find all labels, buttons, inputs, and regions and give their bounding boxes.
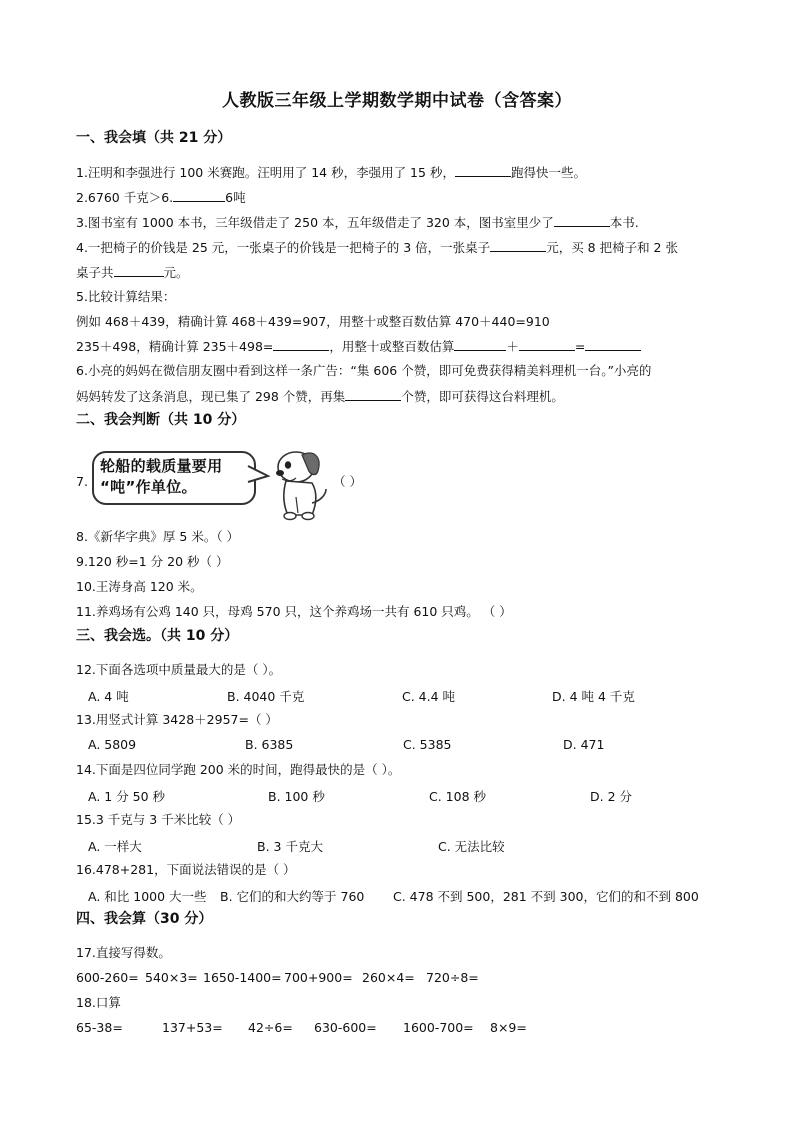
question-9: 9.120 秒=1 分 20 秒（ ） [76, 554, 229, 569]
equals-sign: = [574, 339, 586, 354]
question-6-text: 妈妈转发了这条消息，现已集了 298 个赞，再集 [76, 389, 346, 404]
question-4-text2: 桌子共 [76, 265, 114, 280]
question-13: 13.用竖式计算 3428＋2957=（ ） [76, 712, 278, 727]
section-heading-calc: 四、我会算（30 分） [76, 911, 213, 927]
question-1 [76, 164, 586, 181]
question-3 [76, 214, 639, 231]
question-11: 11.养鸡场有公鸡 140 只，母鸡 570 只，这个养鸡场一共有 610 只鸡。 （ ） [76, 604, 512, 619]
option-c[interactable]: C. 无法比较 [438, 839, 505, 854]
question-7-paren[interactable]: （ ） [333, 474, 362, 489]
question-5-mid: ，用整十或整百数估算 [329, 339, 455, 354]
question-10: 10.王涛身高 120 米。 [76, 579, 203, 594]
bubble-line-1: 轮船的载质量要用 [100, 457, 223, 475]
calc-item: 600-260= [76, 970, 139, 985]
calc-item: 720÷8= [426, 970, 479, 985]
question-5-text: 235＋498，精确计算 235＋498= [76, 339, 274, 354]
option-c[interactable]: C. 108 秒 [429, 789, 487, 804]
question-14: 14.下面是四位同学跑 200 米的时间，跑得最快的是（ ）。 [76, 762, 401, 777]
answer-blank[interactable] [585, 338, 641, 351]
question-4 [76, 239, 678, 256]
answer-blank[interactable] [554, 214, 610, 227]
answer-blank[interactable] [490, 239, 546, 252]
option-b[interactable]: B. 3 千克大 [257, 839, 323, 854]
question-12: 12.下面各选项中质量最大的是（ ）。 [76, 662, 282, 677]
page-title: 人教版三年级上学期数学期中试卷（含答案） [222, 91, 572, 111]
option-c[interactable]: C. 5385 [403, 737, 452, 752]
option-d[interactable]: D. 4 吨 4 千克 [552, 689, 635, 704]
question-16: 16.478+281，下面说法错误的是（ ） [76, 862, 296, 877]
question-7-number: 7. [76, 474, 88, 489]
answer-blank[interactable] [273, 338, 329, 351]
question-4-text: 4.一把椅子的价钱是 25 元，一张桌子的价钱是一把椅子的 3 倍，一张桌子 [76, 240, 491, 255]
answer-blank[interactable] [454, 338, 506, 351]
calc-item: 260×4= [362, 970, 415, 985]
question-6-tail: 个赞，即可获得这台料理机。 [401, 389, 564, 404]
question-18: 18.口算 [76, 995, 121, 1010]
question-15: 15.3 千克与 3 千米比较（ ） [76, 812, 241, 827]
calc-item: 137+53= [162, 1020, 223, 1035]
answer-blank[interactable] [455, 164, 511, 177]
answer-blank[interactable] [173, 189, 225, 202]
cartoon-dog-icon [268, 445, 330, 523]
question-5: 5.比较计算结果： [76, 289, 176, 304]
question-6-cont [76, 388, 564, 405]
question-17: 17.直接写得数。 [76, 945, 171, 960]
calc-item: 630-600= [314, 1020, 377, 1035]
option-b[interactable]: B. 它们的和大约等于 760 [220, 889, 365, 904]
bubble-line-2: “吨”作单位。 [100, 478, 197, 496]
answer-blank[interactable] [345, 388, 401, 401]
option-c[interactable]: C. 4.4 吨 [402, 689, 456, 704]
option-a[interactable]: A. 5809 [88, 737, 137, 752]
question-6: 6.小亮的妈妈在微信朋友圈中看到这样一条广告：“集 606 个赞，即可免费获得精美料理机一台。”小亮的 [76, 363, 652, 378]
question-1-text: 1.汪明和李强进行 100 米赛跑。汪明用了 14 秒，李强用了 15 秒， [76, 165, 455, 180]
section-heading-judge: 二、我会判断（共 10 分） [76, 412, 246, 428]
question-3-tail: 本书. [609, 215, 639, 230]
option-a[interactable]: A. 一样大 [88, 839, 142, 854]
option-b[interactable]: B. 100 秒 [268, 789, 325, 804]
option-b[interactable]: B. 4040 千克 [227, 689, 305, 704]
question-2-text: 2.6760 千克＞6. [76, 190, 174, 205]
question-5-example: 例如 468＋439，精确计算 468＋439=907，用整十或整百数估算 470＋440=910 [76, 314, 550, 329]
question-8: 8.《新华字典》厚 5 米。（ ） [76, 529, 240, 544]
plus-sign: ＋ [506, 339, 519, 354]
question-4-tail: 元。 [163, 265, 189, 280]
option-a[interactable]: A. 1 分 50 秒 [88, 789, 166, 804]
answer-blank[interactable] [114, 264, 164, 277]
calc-item: 1600-700= [403, 1020, 474, 1035]
option-c[interactable]: C. 478 不到 500，281 不到 300，它们的和不到 800 [393, 889, 699, 904]
option-a[interactable]: A. 4 吨 [88, 689, 129, 704]
question-1-tail: 跑得快一些。 [510, 165, 586, 180]
option-d[interactable]: D. 2 分 [590, 789, 632, 804]
question-5-task [76, 338, 641, 355]
section-heading-fill: 一、我会填（共 21 分） [76, 130, 232, 146]
question-4-mid: 元，买 8 把椅子和 2 张 [546, 240, 678, 255]
question-2-tail: 6吨 [225, 190, 246, 205]
option-a[interactable]: A. 和比 1000 大一些 [88, 889, 207, 904]
calc-item: 65-38= [76, 1020, 123, 1035]
question-3-text: 3.图书室有 1000 本书，三年级借走了 250 本，五年级借走了 320 本，图书室里少了 [76, 215, 554, 230]
calc-item: 42÷6= [248, 1020, 293, 1035]
answer-blank[interactable] [519, 338, 575, 351]
calc-item: 540×3= [145, 970, 198, 985]
section-heading-choose: 三、我会选。（共 10 分） [76, 628, 239, 644]
question-4-cont [76, 264, 189, 281]
calc-item: 1650-1400= [203, 970, 282, 985]
calc-item: 700+900= [284, 970, 353, 985]
calc-item: 8×9= [490, 1020, 527, 1035]
question-2 [76, 189, 246, 206]
speech-bubble-text [100, 456, 250, 498]
option-d[interactable]: D. 471 [563, 737, 605, 752]
option-b[interactable]: B. 6385 [245, 737, 294, 752]
